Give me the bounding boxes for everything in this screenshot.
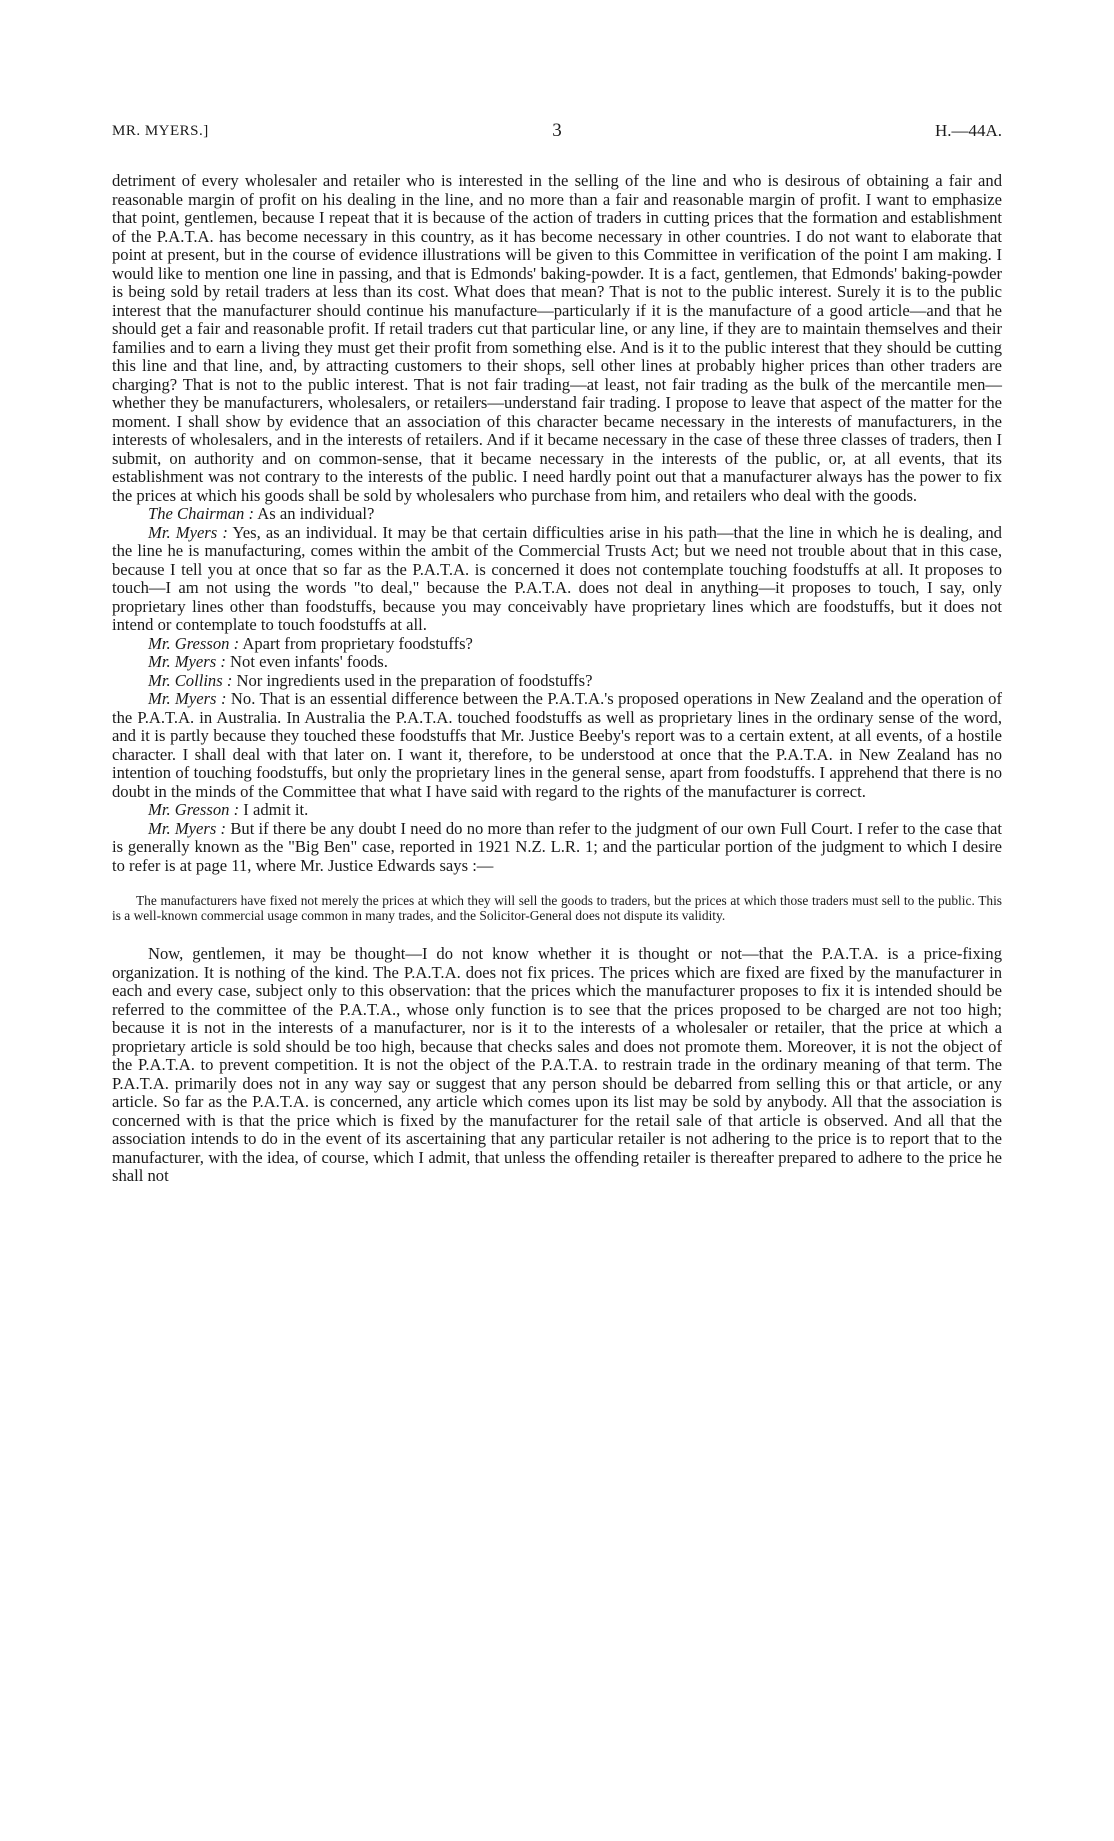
speaker-label: Mr. Myers :: [148, 818, 227, 838]
speaker-label: Mr. Gresson :: [148, 633, 240, 653]
speaker-label: Mr. Myers :: [148, 522, 228, 542]
paragraph: Mr. Myers : No. That is an essential difference between the P.A.T.A.'s proposed operations in New Zealand and the operation of the P.A.T.A. in Australia. In Australia the P.A.T.A. touched foodstuffs as well as proprietary lines in the ordinary sense of the word, and it is partly because they touched these foodstuffs that Mr. Justice Beeby's report was to a certain extent, at all events, of a hostile character. I shall deal with that later on. I want it, therefore, to be understood at once that the P.A.T.A. in New Zealand has no intention of touching foodstuffs, but only the proprietary lines in the general sense, apart from foodstuffs. I apprehend that there is no doubt in the minds of the Committee that what I have said with regard to the rights of the manufacturer is correct.: [112, 689, 1002, 801]
speaker-label: Mr. Collins :: [148, 670, 233, 690]
document-reference: H.—44A.: [934, 121, 1002, 140]
speaker-label: Mr. Gresson :: [148, 800, 240, 819]
paragraph: Mr. Myers : But if there be any doubt I need do no more than refer to the judgment of our own Full Court. I refer to the case that is generally known as the "Big Ben" case, reported in 1921 N.Z. L.R. 1; and the particular portion of the judgment to which I desire to refer is at page 11, where Mr. Justice Edwards says :—: [112, 818, 1002, 875]
document-body: [112, 172, 1002, 1186]
page-header: [112, 122, 1002, 146]
speaker-label: Mr. Myers :: [148, 652, 226, 671]
paragraph: Mr. Myers : Not even infants' foods.: [148, 652, 388, 671]
page-number: 3: [552, 120, 562, 141]
paragraph: Mr. Gresson : Apart from proprietary foodstuffs?: [148, 633, 473, 653]
paragraph: Mr. Collins : Nor ingredients used in the preparation of foodstuffs?: [148, 670, 593, 690]
speaker-label: The Chairman :: [148, 504, 255, 523]
header-speaker: MR. MYERS.]: [112, 123, 209, 139]
paragraph: Mr. Myers : Yes, as an individual. It may be that certain difficulties arise in his path—that the line in which he is dealing, and the line he is manufacturing, comes within the ambit of the Commercial Trusts Act; but we need not trouble about that in this case, because I tell you at once that so far as the P.A.T.A. is concerned it does not contemplate touching foodstuffs at all. It proposes to touch—I am not using the words "to deal," because the P.A.T.A. does not deal in anything—it proposes to touch, I say, only proprietary lines other than foodstuffs, because you may conceivably have proprietary lines which are foodstuffs, but it does not intend or contemplate to touch foodstuffs at all.: [112, 522, 1002, 634]
block-quote: The manufacturers have fixed not merely the prices at which they will sell the goods to traders, but the prices at which those traders must sell to the public. This is a well-known commercial usage common in many trades, and the Solicitor-General does not dispute its validity.: [112, 893, 1002, 923]
speaker-label: Mr. Myers :: [148, 689, 227, 708]
closing-paragraph: Now, gentlemen, it may be thought—I do not know whether it is thought or not—that the P.A.T.A. is a price-fixing organization. It is nothing of the kind. The P.A.T.A. does not fix prices. The prices which are fixed are fixed by the manufacturer in each and every case, subject only to this observation: that the prices which the manufacturer proposes to fix it is intended should be referred to the committee of the P.A.T.A., whose only function is to see that the prices proposed to be charged are not too high; because it is not in the interests of a manufacturer, nor is it to the interests of a wholesaler or retailer, that the price at which a proprietary article is sold should be too high, because that checks sales and does not promote them. Moreover, it is not the object of the P.A.T.A. to prevent competition. It is not the object of the P.A.T.A. to restrain trade in the ordinary meaning of that term. The P.A.T.A. primarily does not in any way say or suggest that any person should be debarred from selling this or that article, or any article. So far as the P.A.T.A. is concerned, any article which comes upon its list may be sold by anybody. All that the association is concerned with is that the price which is fixed by the manufacturer for the retail sale of that article is observed. And all that the association intends to do in the event of its ascertaining that any particular retailer is not adhering to the price is to report that to the manufacturer, with the idea, of course, which I admit, that unless the offending retailer is thereafter prepared to adhere to the price he shall not: [112, 944, 1002, 1185]
paragraph: detriment of every wholesaler and retailer who is interested in the selling of the line and who is desirous of obtaining a fair and reasonable margin of profit on his dealing in the line, and no more than a fair and reasonable margin of profit. I want to emphasize that point, gentlemen, because I repeat that it is because of the action of traders in cutting prices that the formation and establishment of the P.A.T.A. has become necessary in this country, as it has become necessary in other countries. I do not want to elaborate that point at present, but in the course of evidence illustrations will be given to this Committee in verification of the point I am making. I would like to mention one line in passing, and that is Edmonds' baking-powder. It is a fact, gentlemen, that Edmonds' baking-powder is being sold by retail traders at less than its cost. What does that mean? That is not to the public interest. Surely it is to the public interest that the manufacturer should continue his manufacture—particularly if it is the manufacture of a good article—and that he should get a fair and reasonable profit. If retail traders cut that particular line, or any line, if they are to maintain themselves and their families and to earn a living they must get their profit from something else. And is it to the public interest that they should be cutting this line and that line, and, by attracting customers to their shops, sell other lines at probably higher prices than other traders are charging? That is not to the public interest. That is not fair trading—at least, not fair trading as the bulk of the mercantile men—whether they be manufacturers, wholesalers, or retailers—understand fair trading. I propose to leave that aspect of the matter for the moment. I shall show by evidence that an association of this character became necessary in the interests of manufacturers, in the interests of wholesalers, and in the interests of retailers. And if it became necessary in the case of these three classes of traders, then I submit, on authority and on common-sense, that it became necessary in the interests of the public, or, at all events, that its establishment was not contrary to the interests of the public. I need hardly point out that a manufacturer always has the power to fix the prices at which his goods shall be sold by wholesalers who purchase from him, and retailers who deal with the goods.: [112, 171, 1002, 505]
paragraph: The Chairman : As an individual?: [148, 504, 375, 523]
paragraph: Mr. Gresson : I admit it.: [148, 800, 309, 819]
